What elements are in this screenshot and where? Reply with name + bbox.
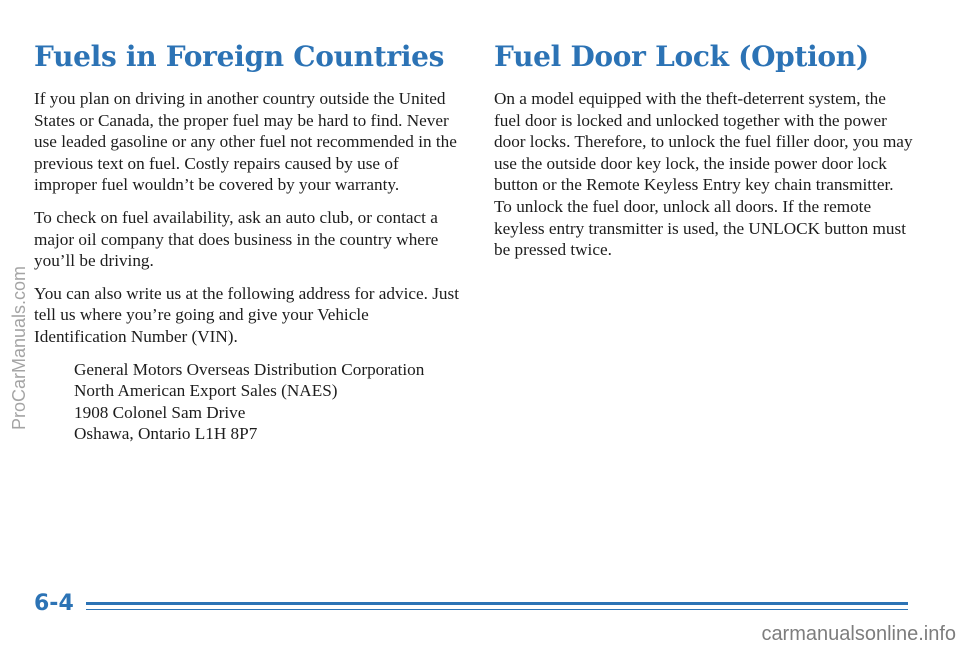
paragraph: If you plan on driving in another country outside the United States or Canada, the proper fuel may be hard to find. Never use leaded gasoline or any other fuel not recommended in the previous text on fuel. Costly repairs caused by use of improper fuel wouldn’t be covered by your warranty. [34, 89, 457, 195]
side-watermark: ProCarManuals.com [9, 265, 29, 430]
section-heading-fuel-door-lock: Fuel Door Lock (Option) [494, 40, 869, 73]
paragraph: To check on fuel availability, ask an auto club, or contact a major oil company that does business in the country where you’ll be driving. [34, 207, 439, 271]
right-column [494, 40, 914, 272]
paragraph: On a model equipped with the theft-deterrent system, the fuel door is locked and unlocked together with the power door locks. Therefore, to unlock the fuel filler door, you may use the outside door key lock, the inside power door lock button or the Remote Keyless Entry key chain transmitter. To unlock the fuel door, unlock all doors. If the remote keyless entry transmitter is used, the UNLOCK button must be pressed twice. [494, 89, 913, 260]
address-line: North American Export Sales (NAES) [74, 381, 338, 401]
left-column [34, 40, 464, 445]
address-line: General Motors Overseas Distribution Corporation [74, 359, 425, 379]
mailing-address [74, 359, 464, 445]
section-heading-fuels-foreign: Fuels in Foreign Countries [34, 40, 445, 73]
footer-rule-thick [86, 602, 908, 605]
address-line: 1908 Colonel Sam Drive [74, 402, 246, 422]
bottom-watermark: carmanualsonline.info [761, 623, 956, 645]
page-number: 6-4 [34, 591, 74, 616]
address-line: Oshawa, Ontario L1H 8P7 [74, 424, 258, 444]
paragraph: You can also write us at the following address for advice. Just tell us where you’re going and give your Vehicle Identification Number (VIN). [34, 283, 459, 346]
footer-rule-thin [86, 609, 908, 610]
